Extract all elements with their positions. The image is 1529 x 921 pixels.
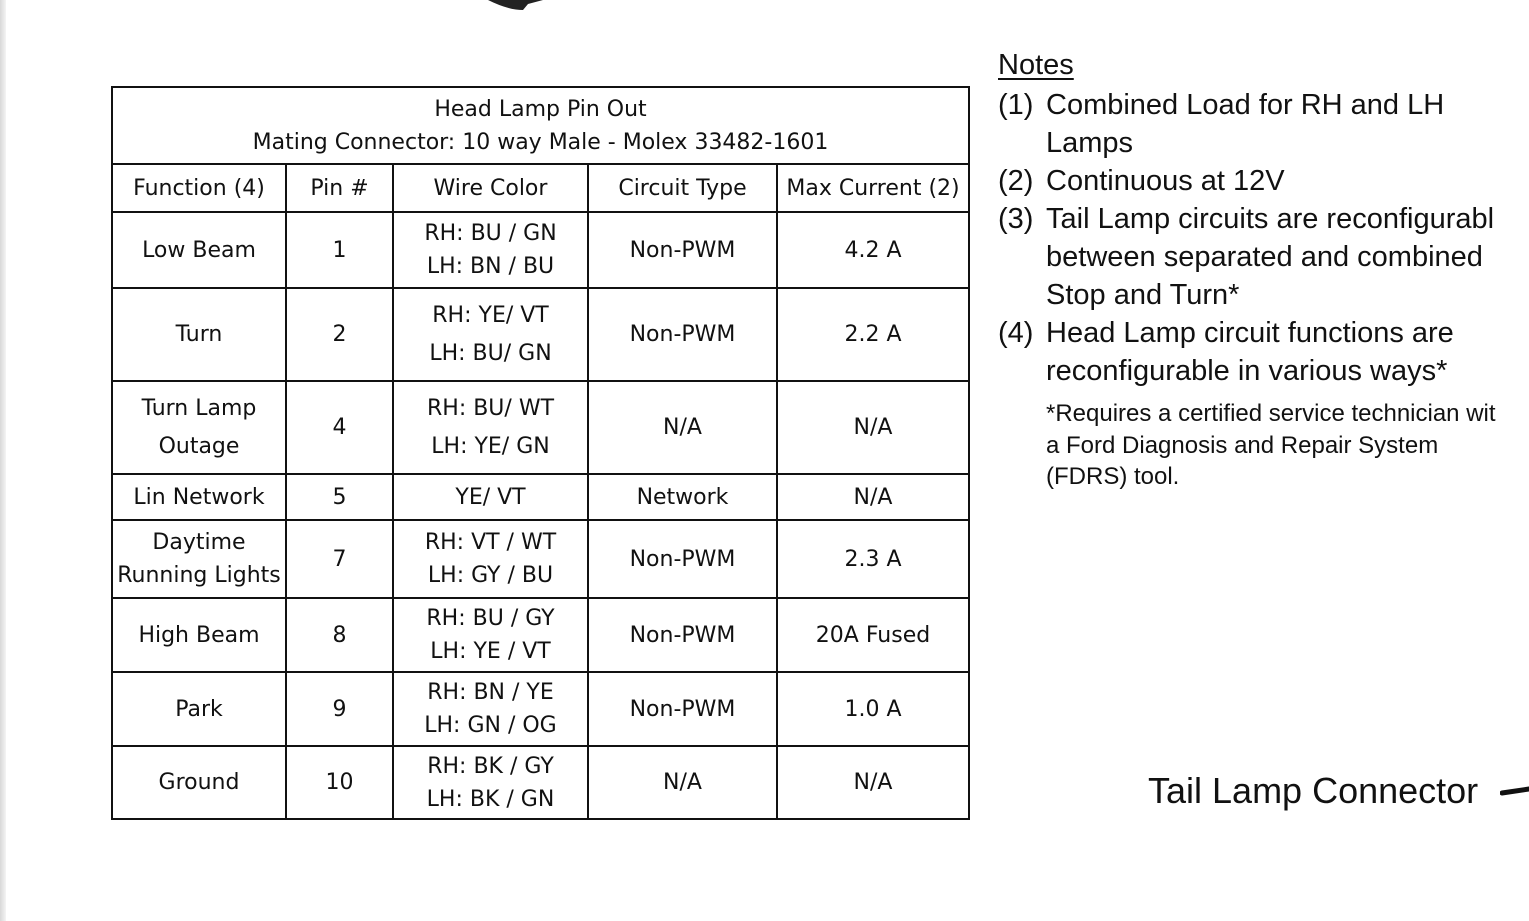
function-cell-line: Turn bbox=[175, 321, 223, 347]
cropped-drawing-fragment bbox=[448, 0, 578, 12]
note-text-line: between separated and combined bbox=[1046, 241, 1483, 273]
wire-color-cell-line: LH: BK / GN bbox=[426, 786, 555, 812]
function-cell bbox=[112, 212, 286, 288]
note-number: (2) bbox=[998, 165, 1034, 197]
function-cell-line: Low Beam bbox=[142, 237, 256, 263]
function-cell-line: Daytime bbox=[152, 530, 246, 555]
table-row-lin-network bbox=[112, 474, 969, 520]
footnote-line: *Requires a certified service technician wit bbox=[1046, 400, 1496, 427]
note-text bbox=[1046, 200, 1529, 314]
function-cell bbox=[112, 288, 286, 381]
note-item bbox=[998, 314, 1529, 390]
wire-color-cell-line: RH: VT / WT bbox=[424, 530, 557, 555]
function-cell-line: Turn Lamp bbox=[141, 395, 257, 421]
head-lamp-pinout-table bbox=[111, 86, 970, 820]
circuit-type-cell: N/A bbox=[588, 746, 777, 819]
function-cell bbox=[112, 746, 286, 819]
function-cell-line: Running Lights bbox=[117, 563, 281, 588]
function-cell bbox=[112, 520, 286, 598]
note-text-line: Lamps bbox=[1046, 127, 1134, 159]
circuit-type-cell: Non-PWM bbox=[588, 672, 777, 746]
max-current-cell: 2.3 A bbox=[777, 520, 969, 598]
note-text bbox=[1046, 314, 1529, 390]
footnote-line: (FDRS) tool. bbox=[1046, 463, 1180, 490]
callout-leader-line bbox=[1500, 783, 1529, 797]
wire-color-cell bbox=[393, 212, 588, 288]
column-header-function: Function (4) bbox=[112, 164, 286, 212]
table-title: Head Lamp Pin Out bbox=[434, 96, 647, 122]
wire-color-cell-line: LH: BN / BU bbox=[426, 254, 555, 279]
pin-cell: 7 bbox=[286, 520, 393, 598]
table-subtitle: Mating Connector: 10 way Male - Molex 33482-1601 bbox=[252, 129, 829, 155]
wire-color-cell-line: LH: GN / OG bbox=[424, 713, 557, 738]
column-header-max-current: Max Current (2) bbox=[777, 164, 969, 212]
max-current-cell: N/A bbox=[777, 474, 969, 520]
wire-color-cell bbox=[393, 381, 588, 474]
note-text bbox=[1046, 86, 1529, 162]
notes-title: Notes bbox=[998, 49, 1074, 81]
function-cell-line: Park bbox=[175, 696, 223, 722]
notes-list bbox=[998, 86, 1529, 390]
wire-color-cell bbox=[393, 288, 588, 381]
tail-lamp-connector-label: Tail Lamp Connector bbox=[1148, 770, 1479, 811]
pin-cell: 4 bbox=[286, 381, 393, 474]
pin-cell: 8 bbox=[286, 598, 393, 672]
note-text-line: Stop and Turn* bbox=[1046, 279, 1240, 311]
wire-color-cell-line: RH: BN / YE bbox=[427, 680, 554, 705]
wire-color-cell-line: LH: YE/ GN bbox=[431, 433, 550, 459]
wire-color-cell-line: RH: YE/ VT bbox=[432, 302, 549, 328]
function-cell bbox=[112, 474, 286, 520]
table-title-cell bbox=[112, 87, 969, 164]
function-cell-line: Outage bbox=[158, 433, 240, 459]
table-title-row bbox=[112, 87, 969, 164]
wire-color-cell bbox=[393, 598, 588, 672]
table-row-park bbox=[112, 672, 969, 746]
table-row-ground bbox=[112, 746, 969, 819]
function-cell-line: High Beam bbox=[138, 622, 260, 648]
circuit-type-cell: N/A bbox=[588, 381, 777, 474]
wire-color-cell bbox=[393, 520, 588, 598]
table-row-turn-lamp-outage bbox=[112, 381, 969, 474]
pin-cell: 1 bbox=[286, 212, 393, 288]
note-number: (1) bbox=[998, 89, 1034, 121]
wire-color-cell-line: LH: BU/ GN bbox=[429, 340, 552, 366]
note-number: (3) bbox=[998, 203, 1034, 235]
wire-color-cell-line: LH: YE / VT bbox=[430, 639, 551, 664]
note-text-line: Tail Lamp circuits are reconfigurabl bbox=[1046, 203, 1495, 235]
wire-color-cell-line: RH: BK / GY bbox=[427, 753, 554, 779]
max-current-cell: 20A Fused bbox=[777, 598, 969, 672]
note-item bbox=[998, 200, 1529, 314]
note-item bbox=[998, 162, 1529, 200]
function-cell bbox=[112, 598, 286, 672]
max-current-cell: 4.2 A bbox=[777, 212, 969, 288]
wire-color-cell-line: LH: GY / BU bbox=[427, 563, 554, 588]
wire-color-cell bbox=[393, 746, 588, 819]
pin-cell: 2 bbox=[286, 288, 393, 381]
circuit-type-cell: Non-PWM bbox=[588, 598, 777, 672]
max-current-cell: 1.0 A bbox=[777, 672, 969, 746]
circuit-type-cell: Non-PWM bbox=[588, 288, 777, 381]
note-text-line: reconfigurable in various ways* bbox=[1046, 355, 1448, 387]
column-header-circuit-type: Circuit Type bbox=[588, 164, 777, 212]
note-number: (4) bbox=[998, 317, 1034, 349]
max-current-cell: 2.2 A bbox=[777, 288, 969, 381]
circuit-type-cell: Network bbox=[588, 474, 777, 520]
pin-cell: 5 bbox=[286, 474, 393, 520]
note-text-line: Head Lamp circuit functions are bbox=[1046, 317, 1454, 349]
table-row-daytime-running-lights bbox=[112, 520, 969, 598]
circuit-type-cell: Non-PWM bbox=[588, 212, 777, 288]
wire-color-cell bbox=[393, 474, 588, 520]
function-cell-line: Lin Network bbox=[133, 484, 265, 510]
function-cell bbox=[112, 672, 286, 746]
pin-cell: 9 bbox=[286, 672, 393, 746]
note-text-line: Continuous at 12V bbox=[1046, 165, 1285, 197]
max-current-cell: N/A bbox=[777, 746, 969, 819]
column-header-pin: Pin # bbox=[286, 164, 393, 212]
function-cell-line: Ground bbox=[158, 770, 240, 795]
max-current-cell: N/A bbox=[777, 381, 969, 474]
wire-color-cell-line: YE/ VT bbox=[455, 484, 526, 510]
wire-color-cell-line: RH: BU / GY bbox=[426, 606, 555, 631]
notes-footnote bbox=[1046, 398, 1529, 493]
page-edge-shadow bbox=[0, 0, 6, 921]
pin-cell: 10 bbox=[286, 746, 393, 819]
wire-color-cell-line: RH: BU/ WT bbox=[426, 395, 555, 421]
circuit-type-cell: Non-PWM bbox=[588, 520, 777, 598]
note-text bbox=[1046, 162, 1529, 200]
table-row-high-beam bbox=[112, 598, 969, 672]
table-row-turn bbox=[112, 288, 969, 381]
function-cell bbox=[112, 381, 286, 474]
table-row-low-beam bbox=[112, 212, 969, 288]
notes-panel bbox=[998, 46, 1529, 493]
column-header-wire-color: Wire Color bbox=[393, 164, 588, 212]
table-header-row bbox=[112, 164, 969, 212]
wire-color-cell-line: RH: BU / GN bbox=[424, 221, 557, 246]
wire-color-cell bbox=[393, 672, 588, 746]
footnote-line: a Ford Diagnosis and Repair System bbox=[1046, 431, 1439, 459]
note-item bbox=[998, 86, 1529, 162]
note-text-line: Combined Load for RH and LH bbox=[1046, 89, 1445, 121]
